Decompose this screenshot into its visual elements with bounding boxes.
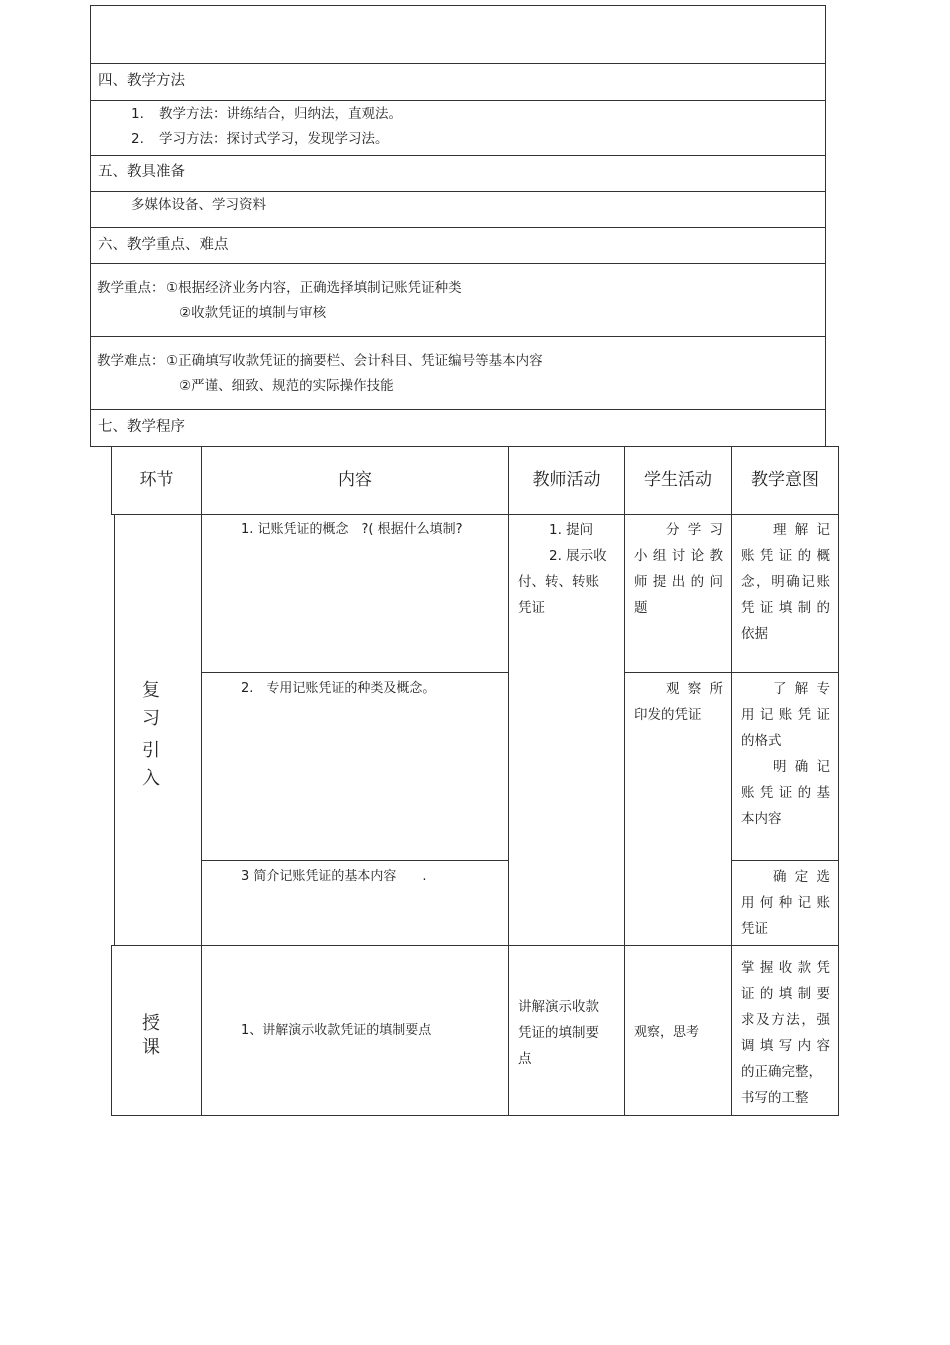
content-cell-4 [201,945,509,1116]
intent-text-1: 理 解 记 账凭证的概 念，明确记账 凭证填制的 依据 [741,522,830,642]
student-text-1: 分 学 习 小组讨论教 师提出的问 题 [634,522,723,616]
student-lecture-cell [624,945,732,1116]
teacher-review-text: 1. 提问 2. 展示收 付、转、转账 凭证 [518,522,607,616]
difficult-points-row [90,336,826,410]
tools-title-row [90,155,826,192]
header-student: 学生活动 [624,446,732,515]
tools-text: 多媒体设备、学习资料 [131,197,266,213]
top-blank-row [90,5,826,64]
key-points-label: 教学重点： [97,280,165,296]
methods-title-row [90,63,826,101]
difficult-points-label: 教学难点： [97,353,165,369]
difficult-point-2: ②严谨、细致、规范的实际操作技能 [179,378,394,394]
intent-cell-3 [731,860,839,946]
procedure-title: 七、教学程序 [98,419,185,435]
content-text-2: 2. 专用记账凭证的种类及概念。 [241,681,436,696]
student-cell-2 [624,672,732,946]
methods-list-row [90,100,826,156]
student-text-2: 观 察 所 印发的凭证 [634,681,723,723]
difficult-point-1: ①正确填写收款凭证的摘要栏、会计科目、凭证编号等基本内容 [166,353,543,369]
intent-cell-4 [731,945,839,1116]
student-cell-1 [624,514,732,673]
header-teacher: 教师活动 [508,446,625,515]
content-text-3: 3 简介记账凭证的基本内容 . [241,869,427,884]
header-content: 内容 [201,446,509,515]
tools-row [90,191,826,228]
key-title: 六、教学重点、难点 [98,237,229,253]
stage-lecture-label: 授 课 [142,1013,160,1058]
stage-review-cell [114,514,202,946]
student-lecture-text: 观察，思考 [634,1025,700,1040]
methods-item-num: 2. [131,131,144,147]
content-text-4: 1、讲解演示收款凭证的填制要点 [241,1023,432,1038]
header-intent: 教学意图 [731,446,839,515]
key-points-row [90,263,826,337]
key-point-2: ②收款凭证的填制与审核 [179,305,327,321]
intent-text-2: 了 解 专 用记账凭证 的格式 明 确 记 账凭证的基 本内容 [741,681,830,827]
stage-lecture-cell [111,945,202,1116]
content-cell-1 [201,514,509,673]
methods-item-text: 教学方法：讲练结合，归纳法，直观法。 [159,106,402,122]
procedure-title-row [90,409,826,447]
header-stage: 环节 [111,446,202,515]
intent-cell-2 [731,672,839,861]
teacher-review-cell [508,514,625,946]
stage-review-label: 复 习 引 入 [142,680,160,789]
tools-title: 五、教具准备 [98,164,185,180]
content-cell-2 [201,672,509,861]
intent-text-3: 确 定 选 用何种记账 凭证 [741,869,830,937]
teacher-lecture-cell [508,945,625,1116]
intent-cell-1 [731,514,839,673]
content-cell-3 [201,860,509,946]
intent-text-4: 掌握收款凭 证的填制要 求及方法，强 调填写内容 的正确完整， 书写的工整 [741,960,830,1106]
methods-item-text: 学习方法：探讨式学习，发现学习法。 [159,131,389,147]
teacher-lecture-text: 讲解演示收款 凭证的填制要 点 [518,999,599,1067]
methods-item-num: 1. [131,106,144,122]
content-text-1: 1. 记账凭证的概念 ?( 根据什么填制? [241,522,463,537]
key-title-row [90,227,826,264]
methods-title: 四、教学方法 [98,73,185,89]
key-point-1: ①根据经济业务内容，正确选择填制记账凭证种类 [166,280,462,296]
